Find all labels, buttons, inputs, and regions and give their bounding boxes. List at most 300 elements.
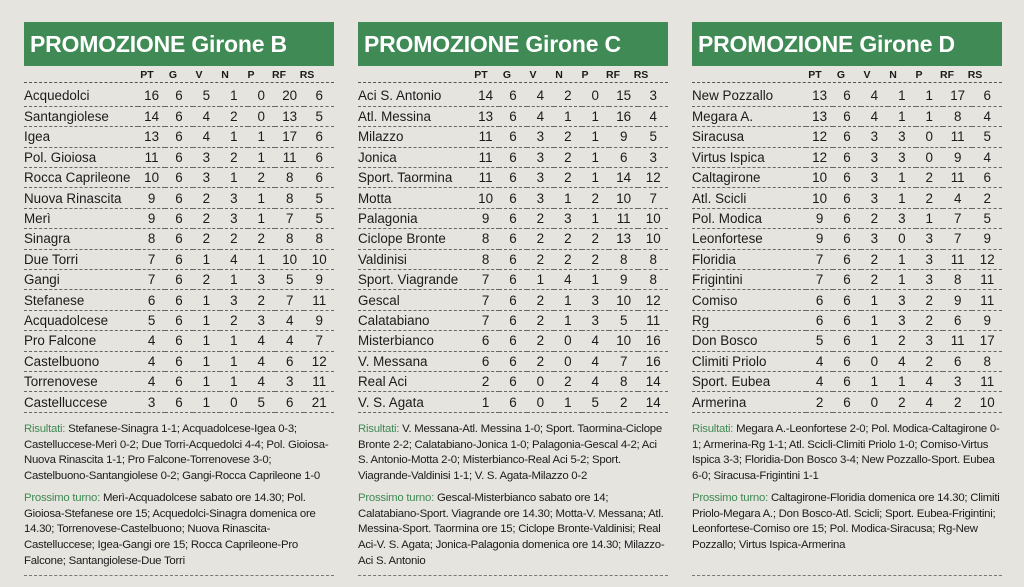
table-row — [24, 290, 334, 310]
column-header-n: N — [221, 69, 229, 81]
stat-pt: 9 — [806, 229, 833, 249]
team-name: Ciclope Bronte — [358, 229, 472, 249]
stat-v: 1 — [193, 371, 220, 391]
stat-n: 3 — [888, 127, 915, 147]
stat-p: 1 — [248, 188, 275, 208]
stat-n: 2 — [554, 249, 581, 269]
team-name: Sinagra — [24, 229, 138, 249]
stat-rf: 2 — [609, 392, 639, 412]
stat-v: 1 — [193, 392, 220, 412]
stat-v: 1 — [193, 331, 220, 351]
stat-rs: 6 — [304, 168, 334, 188]
stat-g: 6 — [833, 229, 860, 249]
stat-pt: 3 — [138, 392, 165, 412]
stat-n: 1 — [554, 310, 581, 330]
stat-pt: 4 — [138, 331, 165, 351]
table-row — [358, 106, 668, 126]
stat-v: 1 — [527, 270, 554, 290]
stat-n: 1 — [888, 86, 915, 106]
team-name: Stefanese — [24, 290, 138, 310]
stat-n: 1 — [554, 392, 581, 412]
team-name: New Pozzallo — [692, 86, 806, 106]
stat-g: 6 — [833, 208, 860, 228]
stat-p: 3 — [582, 310, 609, 330]
column-header-g: G — [502, 69, 512, 81]
table-row — [358, 290, 668, 310]
stat-n: 1 — [220, 351, 247, 371]
stat-v: 3 — [861, 147, 888, 167]
stat-pt: 11 — [472, 127, 499, 147]
stat-g: 6 — [833, 310, 860, 330]
stat-rs: 10 — [304, 249, 334, 269]
standings-table — [692, 86, 1002, 413]
column-header-v: V — [863, 69, 871, 81]
stat-n: 1 — [220, 270, 247, 290]
stat-rf: 13 — [609, 229, 639, 249]
team-name: Milazzo — [358, 127, 472, 147]
column-header-p: P — [581, 69, 589, 81]
stat-g: 6 — [499, 229, 526, 249]
stat-p: 4 — [582, 351, 609, 371]
standings-header — [692, 68, 1002, 83]
stat-pt: 10 — [806, 168, 833, 188]
table-row — [24, 371, 334, 391]
divider — [692, 575, 1002, 576]
stat-g: 6 — [833, 86, 860, 106]
stat-v: 2 — [193, 270, 220, 290]
stat-pt: 12 — [806, 127, 833, 147]
stat-p: 3 — [916, 249, 943, 269]
stat-p: 1 — [248, 208, 275, 228]
stat-g: 6 — [165, 331, 192, 351]
stat-n: 2 — [888, 331, 915, 351]
stat-pt: 9 — [138, 188, 165, 208]
stat-p: 2 — [916, 290, 943, 310]
table-row — [24, 168, 334, 188]
stat-p: 2 — [582, 229, 609, 249]
stat-rs: 3 — [638, 86, 668, 106]
stat-n: 2 — [220, 310, 247, 330]
stat-pt: 2 — [806, 392, 833, 412]
stat-rs: 5 — [304, 106, 334, 126]
stat-rs: 5 — [638, 127, 668, 147]
stat-rs: 10 — [638, 208, 668, 228]
stat-v: 4 — [193, 127, 220, 147]
team-name: Calatabiano — [358, 310, 472, 330]
table-row — [24, 270, 334, 290]
stat-g: 6 — [165, 371, 192, 391]
stat-rf: 3 — [275, 371, 305, 391]
table-row — [358, 270, 668, 290]
table-row — [692, 86, 1002, 106]
stat-rf: 6 — [275, 392, 305, 412]
stat-rf: 7 — [609, 351, 639, 371]
stat-rs: 5 — [304, 188, 334, 208]
stat-n: 0 — [554, 351, 581, 371]
divider — [358, 575, 668, 576]
stat-rf: 15 — [609, 86, 639, 106]
stat-rf: 11 — [943, 331, 973, 351]
stat-pt: 10 — [472, 188, 499, 208]
team-name: Rocca Caprileone — [24, 168, 138, 188]
stat-rf: 4 — [275, 331, 305, 351]
stat-rf: 8 — [943, 270, 973, 290]
stat-rf: 11 — [943, 168, 973, 188]
stat-rs: 7 — [638, 188, 668, 208]
group-b-column — [24, 0, 334, 587]
team-name: Misterbianco — [358, 331, 472, 351]
stat-pt: 10 — [806, 188, 833, 208]
stat-rs: 3 — [638, 147, 668, 167]
team-name: Leonfortese — [692, 229, 806, 249]
stat-v: 3 — [527, 188, 554, 208]
standings-header — [24, 68, 334, 83]
stat-v: 4 — [861, 106, 888, 126]
standings-table — [24, 86, 334, 413]
team-name: Merì — [24, 208, 138, 228]
stat-rf: 10 — [609, 290, 639, 310]
group-title: PROMOZIONE Girone D — [692, 22, 1002, 66]
stat-v: 2 — [861, 249, 888, 269]
table-row — [24, 188, 334, 208]
group-title: PROMOZIONE Girone C — [358, 22, 668, 66]
stat-v: 0 — [527, 392, 554, 412]
stat-p: 4 — [582, 331, 609, 351]
stat-p: 1 — [248, 127, 275, 147]
stat-p: 4 — [248, 331, 275, 351]
stat-n: 4 — [888, 351, 915, 371]
stat-v: 2 — [527, 229, 554, 249]
stat-rs: 11 — [972, 371, 1002, 391]
stat-p: 2 — [916, 188, 943, 208]
column-header-rf: RF — [272, 69, 286, 81]
stat-p: 5 — [582, 392, 609, 412]
next-round-text: Gescal-Misterbianco sabato ore 14; Calatabiano-Sport. Viagrande ore 14.30; Motta-V. Messana; Atl. Messina-Sport. Taormina ore 15; Ciclope Bronte-Valdinisi; Real Aci-V. S. Agata; Jonica-Palagonia domenica ore 14.30; Milazzo-Aci S. Antonio — [358, 491, 665, 567]
table-row — [24, 127, 334, 147]
results-label: Risultati: — [358, 423, 400, 435]
stat-p: 2 — [916, 168, 943, 188]
stat-rf: 6 — [609, 147, 639, 167]
stat-rs: 6 — [304, 86, 334, 106]
stat-v: 2 — [527, 208, 554, 228]
stat-p: 0 — [248, 106, 275, 126]
team-name: Frigintini — [692, 270, 806, 290]
stat-rs: 16 — [638, 351, 668, 371]
stat-rf: 3 — [943, 371, 973, 391]
table-row — [358, 127, 668, 147]
table-row — [358, 229, 668, 249]
stat-v: 4 — [861, 86, 888, 106]
stat-v: 1 — [861, 310, 888, 330]
table-row — [24, 310, 334, 330]
stat-rf: 10 — [609, 331, 639, 351]
stat-n: 1 — [554, 106, 581, 126]
stat-v: 1 — [193, 249, 220, 269]
stat-rs: 11 — [304, 290, 334, 310]
next-round-label: Prossimo turno: — [24, 491, 101, 504]
table-row — [24, 106, 334, 126]
stat-n: 2 — [888, 392, 915, 412]
stat-rf: 9 — [609, 127, 639, 147]
stat-rs: 6 — [972, 86, 1002, 106]
column-header-n: N — [555, 69, 563, 81]
stat-g: 6 — [499, 249, 526, 269]
stat-n: 1 — [220, 127, 247, 147]
stat-rf: 8 — [943, 106, 973, 126]
team-name: Sport. Viagrande — [358, 270, 472, 290]
stat-g: 6 — [833, 188, 860, 208]
table-row — [24, 147, 334, 167]
stat-pt: 7 — [806, 270, 833, 290]
stat-p: 1 — [582, 106, 609, 126]
stat-v: 3 — [861, 127, 888, 147]
stat-pt: 14 — [472, 86, 499, 106]
stat-p: 4 — [248, 351, 275, 371]
stat-v: 2 — [861, 270, 888, 290]
stat-v: 4 — [527, 106, 554, 126]
stat-pt: 5 — [806, 331, 833, 351]
table-row — [24, 392, 334, 412]
stat-rs: 11 — [972, 290, 1002, 310]
notes — [358, 422, 668, 569]
stat-p: 3 — [916, 229, 943, 249]
table-row — [692, 229, 1002, 249]
stat-rf: 7 — [943, 208, 973, 228]
team-name: Floridia — [692, 249, 806, 269]
stat-p: 0 — [248, 86, 275, 106]
stat-rs: 6 — [972, 168, 1002, 188]
table-row — [24, 331, 334, 351]
stat-n: 2 — [554, 229, 581, 249]
stat-v: 3 — [527, 127, 554, 147]
stat-rf: 11 — [609, 208, 639, 228]
stat-rs: 10 — [638, 229, 668, 249]
stat-g: 6 — [165, 229, 192, 249]
stat-p: 3 — [916, 331, 943, 351]
stat-rs: 14 — [638, 392, 668, 412]
stat-pt: 2 — [472, 371, 499, 391]
stat-n: 1 — [220, 86, 247, 106]
table-row — [692, 392, 1002, 412]
stat-p: 1 — [916, 86, 943, 106]
stat-n: 4 — [554, 270, 581, 290]
stat-pt: 4 — [806, 351, 833, 371]
stat-rf: 9 — [609, 270, 639, 290]
stat-rs: 12 — [972, 249, 1002, 269]
stat-p: 2 — [582, 249, 609, 269]
results-text: Stefanese-Sinagra 1-1; Acquadolcese-Igea 0-3; Castelluccese-Merì 0-2; Due Torri-Acquedolci 4-4; Pol. Gioiosa-Nuova Rinascita 1-1; Pro Falcone-Torrenovese 3-0; Castelbuono-Santangiolese 0-2; Gangi-Rocca Caprileone 1-0 — [24, 423, 329, 483]
stat-rf: 8 — [609, 371, 639, 391]
stat-p: 2 — [916, 351, 943, 371]
team-name: Palagonia — [358, 208, 472, 228]
table-row — [692, 270, 1002, 290]
stat-rs: 11 — [972, 270, 1002, 290]
stat-g: 6 — [165, 127, 192, 147]
stat-g: 6 — [499, 331, 526, 351]
standings-table — [358, 86, 668, 413]
stat-pt: 11 — [138, 147, 165, 167]
group-title: PROMOZIONE Girone B — [24, 22, 334, 66]
stat-g: 6 — [499, 86, 526, 106]
team-name: Don Bosco — [692, 331, 806, 351]
stat-pt: 7 — [138, 270, 165, 290]
stat-rf: 20 — [275, 86, 305, 106]
column-header-p: P — [915, 69, 923, 81]
stat-v: 1 — [861, 371, 888, 391]
stat-g: 6 — [833, 371, 860, 391]
stat-pt: 1 — [472, 392, 499, 412]
column-header-pt: PT — [474, 69, 488, 81]
stat-n: 1 — [888, 106, 915, 126]
stat-rs: 4 — [972, 106, 1002, 126]
column-header-pt: PT — [808, 69, 822, 81]
stat-rs: 16 — [638, 331, 668, 351]
stat-rf: 13 — [275, 106, 305, 126]
stat-pt: 8 — [138, 229, 165, 249]
team-name: Atl. Scicli — [692, 188, 806, 208]
team-name: Siracusa — [692, 127, 806, 147]
stat-p: 2 — [248, 168, 275, 188]
stat-rf: 14 — [609, 168, 639, 188]
team-name: Acquedolci — [24, 86, 138, 106]
next-round-label: Prossimo turno: — [692, 491, 769, 504]
standings-header — [358, 68, 668, 83]
stat-pt: 11 — [472, 147, 499, 167]
table-row — [692, 208, 1002, 228]
next-round-label: Prossimo turno: — [358, 491, 435, 504]
stat-g: 6 — [165, 249, 192, 269]
stat-rf: 6 — [943, 351, 973, 371]
stat-p: 5 — [248, 392, 275, 412]
column-header-rs: RS — [967, 69, 983, 81]
stat-p: 1 — [582, 270, 609, 290]
stat-pt: 9 — [138, 208, 165, 228]
stat-n: 1 — [220, 371, 247, 391]
stat-rs: 8 — [638, 270, 668, 290]
stat-rf: 9 — [943, 147, 973, 167]
table-row — [358, 310, 668, 330]
table-row — [358, 188, 668, 208]
stat-p: 4 — [916, 371, 943, 391]
stat-pt: 9 — [472, 208, 499, 228]
table-row — [358, 208, 668, 228]
team-name: Castelluccese — [24, 392, 138, 412]
table-row — [358, 86, 668, 106]
stat-g: 6 — [165, 290, 192, 310]
team-name: Real Aci — [358, 371, 472, 391]
team-name: Igea — [24, 127, 138, 147]
stat-p: 1 — [582, 208, 609, 228]
stat-v: 1 — [861, 290, 888, 310]
column-header-rs: RS — [633, 69, 649, 81]
stat-rs: 21 — [304, 392, 334, 412]
stat-rf: 4 — [943, 188, 973, 208]
stat-n: 3 — [220, 208, 247, 228]
stat-g: 6 — [165, 208, 192, 228]
stat-n: 1 — [220, 331, 247, 351]
stat-rs: 9 — [304, 310, 334, 330]
stat-n: 1 — [888, 371, 915, 391]
stat-g: 6 — [165, 270, 192, 290]
stat-g: 6 — [499, 127, 526, 147]
stat-n: 3 — [220, 290, 247, 310]
stat-pt: 6 — [472, 331, 499, 351]
stat-g: 6 — [499, 351, 526, 371]
stat-g: 6 — [165, 188, 192, 208]
team-name: Santangiolese — [24, 106, 138, 126]
stat-v: 2 — [193, 229, 220, 249]
stat-p: 0 — [916, 147, 943, 167]
team-name: Armerina — [692, 392, 806, 412]
table-row — [24, 208, 334, 228]
stat-rs: 4 — [638, 106, 668, 126]
stat-pt: 12 — [806, 147, 833, 167]
stat-n: 1 — [220, 168, 247, 188]
stat-v: 2 — [193, 188, 220, 208]
stat-p: 4 — [248, 371, 275, 391]
stat-g: 6 — [833, 168, 860, 188]
stat-p: 1 — [916, 106, 943, 126]
stat-v: 0 — [861, 392, 888, 412]
team-name: Gescal — [358, 290, 472, 310]
column-header-rf: RF — [940, 69, 954, 81]
stat-rs: 5 — [972, 208, 1002, 228]
stat-n: 2 — [554, 371, 581, 391]
stat-p: 2 — [248, 229, 275, 249]
team-name: Castelbuono — [24, 351, 138, 371]
team-name: Valdinisi — [358, 249, 472, 269]
stat-n: 0 — [888, 229, 915, 249]
team-name: Caltagirone — [692, 168, 806, 188]
stat-rf: 7 — [943, 229, 973, 249]
stat-n: 3 — [554, 208, 581, 228]
column-header-g: G — [836, 69, 846, 81]
stat-rs: 6 — [304, 127, 334, 147]
stat-g: 6 — [499, 392, 526, 412]
stat-g: 6 — [165, 86, 192, 106]
stat-pt: 6 — [806, 290, 833, 310]
stat-rf: 8 — [275, 229, 305, 249]
stat-v: 4 — [193, 106, 220, 126]
stat-n: 1 — [888, 249, 915, 269]
stat-rf: 4 — [275, 310, 305, 330]
team-name: Virtus Ispica — [692, 147, 806, 167]
stat-v: 2 — [193, 208, 220, 228]
table-row — [692, 249, 1002, 269]
stat-p: 1 — [582, 147, 609, 167]
stat-p: 0 — [916, 127, 943, 147]
table-row — [358, 147, 668, 167]
stat-v: 2 — [861, 208, 888, 228]
stat-v: 2 — [527, 310, 554, 330]
stat-v: 3 — [193, 147, 220, 167]
stat-v: 2 — [527, 290, 554, 310]
stat-pt: 4 — [138, 351, 165, 371]
stat-p: 1 — [582, 127, 609, 147]
stat-rs: 5 — [972, 127, 1002, 147]
next-round-text: Merì-Acquadolcese sabato ore 14.30; Pol. Gioiosa-Stefanese ore 15; Acquedolci-Sinagra domenica ore 14.30; Torrenovese-Castelbuono; Nuova Rinascita-Castelluccese; Igea-Gangi ore 15; Rocca Caprileone-Pro Falcone; Santangiolese-Due Torri — [24, 491, 316, 567]
stat-pt: 7 — [472, 310, 499, 330]
stat-v: 1 — [193, 290, 220, 310]
stat-v: 2 — [527, 351, 554, 371]
table-row — [358, 331, 668, 351]
stat-g: 6 — [165, 351, 192, 371]
team-name: Nuova Rinascita — [24, 188, 138, 208]
stat-pt: 6 — [806, 310, 833, 330]
team-name: Gangi — [24, 270, 138, 290]
stat-n: 1 — [888, 168, 915, 188]
stat-rs: 9 — [972, 229, 1002, 249]
